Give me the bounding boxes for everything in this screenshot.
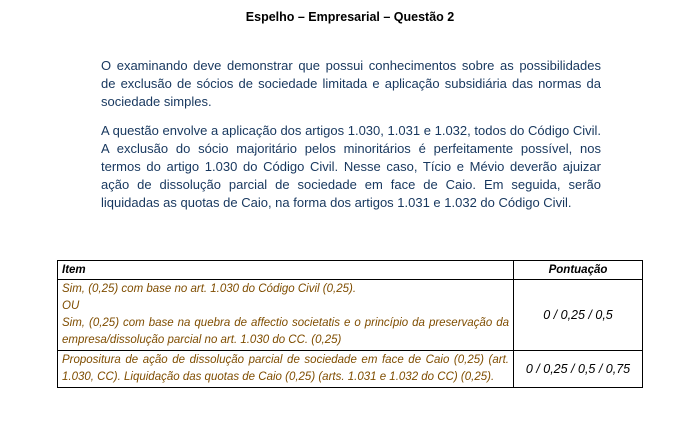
header-item: Item: [58, 261, 514, 280]
document-title: Espelho – Empresarial – Questão 2: [245, 10, 455, 24]
table-row: [58, 280, 643, 351]
intro-paragraph: O examinando deve demonstrar que possui conhecimentos sobre as possibilidades de exclusão de sócios de sociedade limitada e aplicação subsidiária das normas da sociedade simples.: [101, 58, 601, 109]
item-cell: [58, 280, 514, 351]
item-cell: [58, 351, 514, 388]
item-text: OU: [62, 300, 80, 312]
table-header-row: [58, 261, 643, 280]
item-text: Propositura de ação de dissolução parcial de sociedade em face de Caio (0,25) (art. 1.030, CC). Liquidação das quotas de Caio (0,25) (arts. 1.031 e 1.032 do CC) (0,25).: [62, 354, 509, 383]
score-cell: 0 / 0,25 / 0,5: [514, 280, 643, 351]
score-cell: 0 / 0,25 / 0,5 / 0,75: [514, 351, 643, 388]
item-text: Sim, (0,25) com base na quebra de affectio societatis e o princípio da preservação da empresa/dissolução parcial no art. 1.030 do CC. (0,25): [62, 317, 509, 346]
grading-table: [57, 260, 643, 388]
explanation-paragraph: A questão envolve a aplicação dos artigos 1.030, 1.031 e 1.032, todos do Código Civil. A exclusão do sócio majoritário pelos minoritários é perfeitamente possível, nos termos do artigo 1.030 do Código Civil. Nesse caso, Tício e Mévio deverão ajuizar ação de dissolução parcial de sociedade em face de Caio. Em seguida, serão liquidadas as quotas de Caio, na forma dos artigos 1.031 e 1.032 do Código Civil.: [101, 123, 601, 210]
table-row: [58, 351, 643, 388]
header-score: Pontuação: [514, 261, 643, 280]
item-text: Sim, (0,25) com base no art. 1.030 do Código Civil (0,25).: [62, 283, 357, 295]
